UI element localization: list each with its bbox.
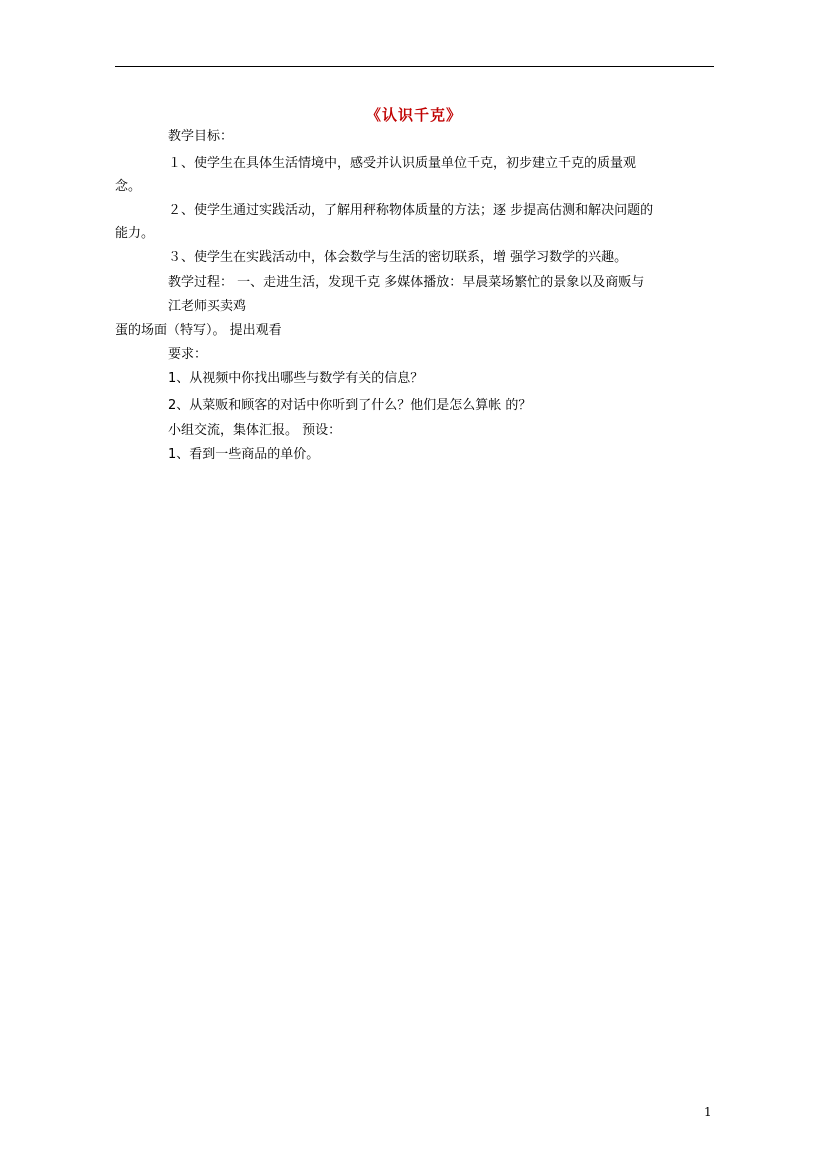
objective-2-line-2: 能力。 xyxy=(115,226,155,241)
preset-1: 1、看到一些商品的单价。 xyxy=(168,447,320,462)
requirement-2: 2、从菜贩和顾客的对话中你听到了什么？他们是怎么算帐 的？ xyxy=(168,398,532,413)
document-title: 《认识千克》 xyxy=(365,106,462,124)
process-line-2: 江老师买卖鸡 xyxy=(168,299,247,314)
header-rule xyxy=(115,66,714,67)
objective-1-line-2: 念。 xyxy=(115,179,142,194)
process-line-3: 蛋的场面（特写）。 提出观看 xyxy=(115,323,282,338)
section-heading-objectives: 教学目标： xyxy=(168,129,234,144)
process-line-1: 教学过程： 一、走进生活，发现千克 多媒体播放：早晨菜场繁忙的景象以及商贩与 xyxy=(168,275,645,290)
requirements-heading: 要求： xyxy=(168,347,208,362)
requirement-1: 1、从视频中你找出哪些与数学有关的信息？ xyxy=(168,371,424,386)
page-number: 1 xyxy=(704,1105,712,1119)
group-discussion: 小组交流，集体汇报。 预设： xyxy=(168,423,342,438)
objective-3: ３、使学生在实践活动中，体会数学与生活的密切联系，增 强学习数学的兴趣。 xyxy=(168,250,628,265)
objective-2-line-1: ２、使学生通过实践活动，了解用秤称物体质量的方法；逐 步提高估测和解决问题的 xyxy=(168,203,654,218)
objective-1-line-1: １、使学生在具体生活情境中，感受并认识质量单位千克，初步建立千克的质量观 xyxy=(168,156,637,171)
